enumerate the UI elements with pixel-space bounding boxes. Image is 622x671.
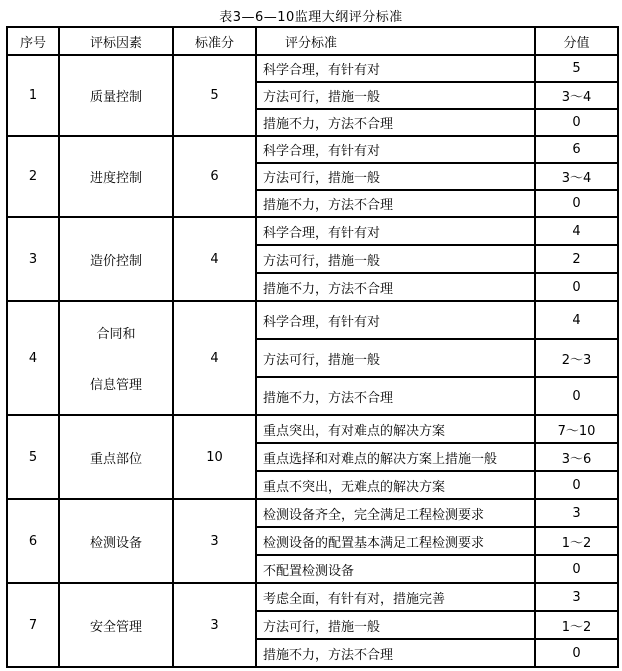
cell-criteria: 措施不力，方法不合理 xyxy=(256,190,535,217)
cell-criteria: 方法可行，措施一般 xyxy=(256,245,535,273)
cell-standard-score: 4 xyxy=(173,301,256,415)
cell-score: 4 xyxy=(535,217,618,245)
cell-factor: 重点部位 xyxy=(59,415,173,499)
cell-criteria: 科学合理，有针有对 xyxy=(256,55,535,82)
cell-criteria: 科学合理，有针有对 xyxy=(256,136,535,163)
cell-score: 6 xyxy=(535,136,618,163)
cell-score: 2～3 xyxy=(535,339,618,377)
col-header-standard-score: 标准分 xyxy=(173,27,256,55)
cell-criteria: 考虑全面，有针有对，措施完善 xyxy=(256,583,535,611)
cell-standard-score: 5 xyxy=(173,55,256,136)
cell-serial: 1 xyxy=(7,55,59,136)
cell-standard-score: 3 xyxy=(173,583,256,667)
cell-factor xyxy=(59,301,173,415)
cell-score: 3 xyxy=(535,499,618,527)
cell-score: 3～6 xyxy=(535,443,618,471)
cell-factor: 造价控制 xyxy=(59,217,173,301)
table-row xyxy=(7,55,618,82)
table-title: 表3—6—10监理大纲评分标准 xyxy=(219,10,403,25)
cell-factor: 进度控制 xyxy=(59,136,173,217)
cell-factor: 安全管理 xyxy=(59,583,173,667)
scoring-table xyxy=(6,26,619,668)
cell-serial: 5 xyxy=(7,415,59,499)
cell-standard-score: 6 xyxy=(173,136,256,217)
cell-criteria: 检测设备齐全，完全满足工程检测要求 xyxy=(256,499,535,527)
table-row xyxy=(7,499,618,527)
cell-criteria: 措施不力，方法不合理 xyxy=(256,273,535,301)
cell-score: 3～4 xyxy=(535,163,618,190)
cell-criteria: 科学合理，有针有对 xyxy=(256,301,535,339)
table-row xyxy=(7,136,618,163)
cell-standard-score: 4 xyxy=(173,217,256,301)
cell-criteria: 措施不力，方法不合理 xyxy=(256,639,535,667)
cell-standard-score: 3 xyxy=(173,499,256,583)
cell-serial: 3 xyxy=(7,217,59,301)
cell-standard-score: 10 xyxy=(173,415,256,499)
factor-line-2: 信息管理 xyxy=(89,378,142,393)
cell-score: 0 xyxy=(535,555,618,583)
header-row xyxy=(7,27,618,55)
factor-line-1: 合同和 xyxy=(96,327,136,342)
cell-criteria: 措施不力，方法不合理 xyxy=(256,109,535,136)
cell-score: 7～10 xyxy=(535,415,618,443)
col-header-criteria: 评分标准 xyxy=(256,27,535,55)
cell-score: 0 xyxy=(535,190,618,217)
table-row xyxy=(7,217,618,245)
cell-criteria: 科学合理，有针有对 xyxy=(256,217,535,245)
cell-score: 0 xyxy=(535,639,618,667)
cell-criteria: 重点不突出，无难点的解决方案 xyxy=(256,471,535,499)
cell-serial: 7 xyxy=(7,583,59,667)
cell-criteria: 重点突出，有对难点的解决方案 xyxy=(256,415,535,443)
cell-factor: 质量控制 xyxy=(59,55,173,136)
cell-score: 1～2 xyxy=(535,611,618,639)
cell-serial: 4 xyxy=(7,301,59,415)
cell-criteria: 检测设备的配置基本满足工程检测要求 xyxy=(256,527,535,555)
col-header-factor: 评标因素 xyxy=(59,27,173,55)
col-header-score: 分值 xyxy=(535,27,618,55)
cell-score: 5 xyxy=(535,55,618,82)
cell-criteria: 方法可行，措施一般 xyxy=(256,339,535,377)
cell-score: 4 xyxy=(535,301,618,339)
cell-score: 1～2 xyxy=(535,527,618,555)
cell-score: 3～4 xyxy=(535,82,618,109)
cell-score: 3 xyxy=(535,583,618,611)
cell-score: 2 xyxy=(535,245,618,273)
table-row xyxy=(7,415,618,443)
cell-criteria: 方法可行，措施一般 xyxy=(256,163,535,190)
cell-criteria: 不配置检测设备 xyxy=(256,555,535,583)
cell-criteria: 方法可行，措施一般 xyxy=(256,82,535,109)
cell-criteria: 方法可行，措施一般 xyxy=(256,611,535,639)
cell-criteria: 重点选择和对难点的解决方案上措施一般 xyxy=(256,443,535,471)
cell-score: 0 xyxy=(535,377,618,415)
cell-score: 0 xyxy=(535,273,618,301)
table-row xyxy=(7,583,618,611)
cell-factor: 检测设备 xyxy=(59,499,173,583)
cell-serial: 2 xyxy=(7,136,59,217)
cell-criteria: 措施不力，方法不合理 xyxy=(256,377,535,415)
cell-score: 0 xyxy=(535,109,618,136)
col-header-serial: 序号 xyxy=(7,27,59,55)
table-row xyxy=(7,301,618,339)
cell-serial: 6 xyxy=(7,499,59,583)
cell-score: 0 xyxy=(535,471,618,499)
